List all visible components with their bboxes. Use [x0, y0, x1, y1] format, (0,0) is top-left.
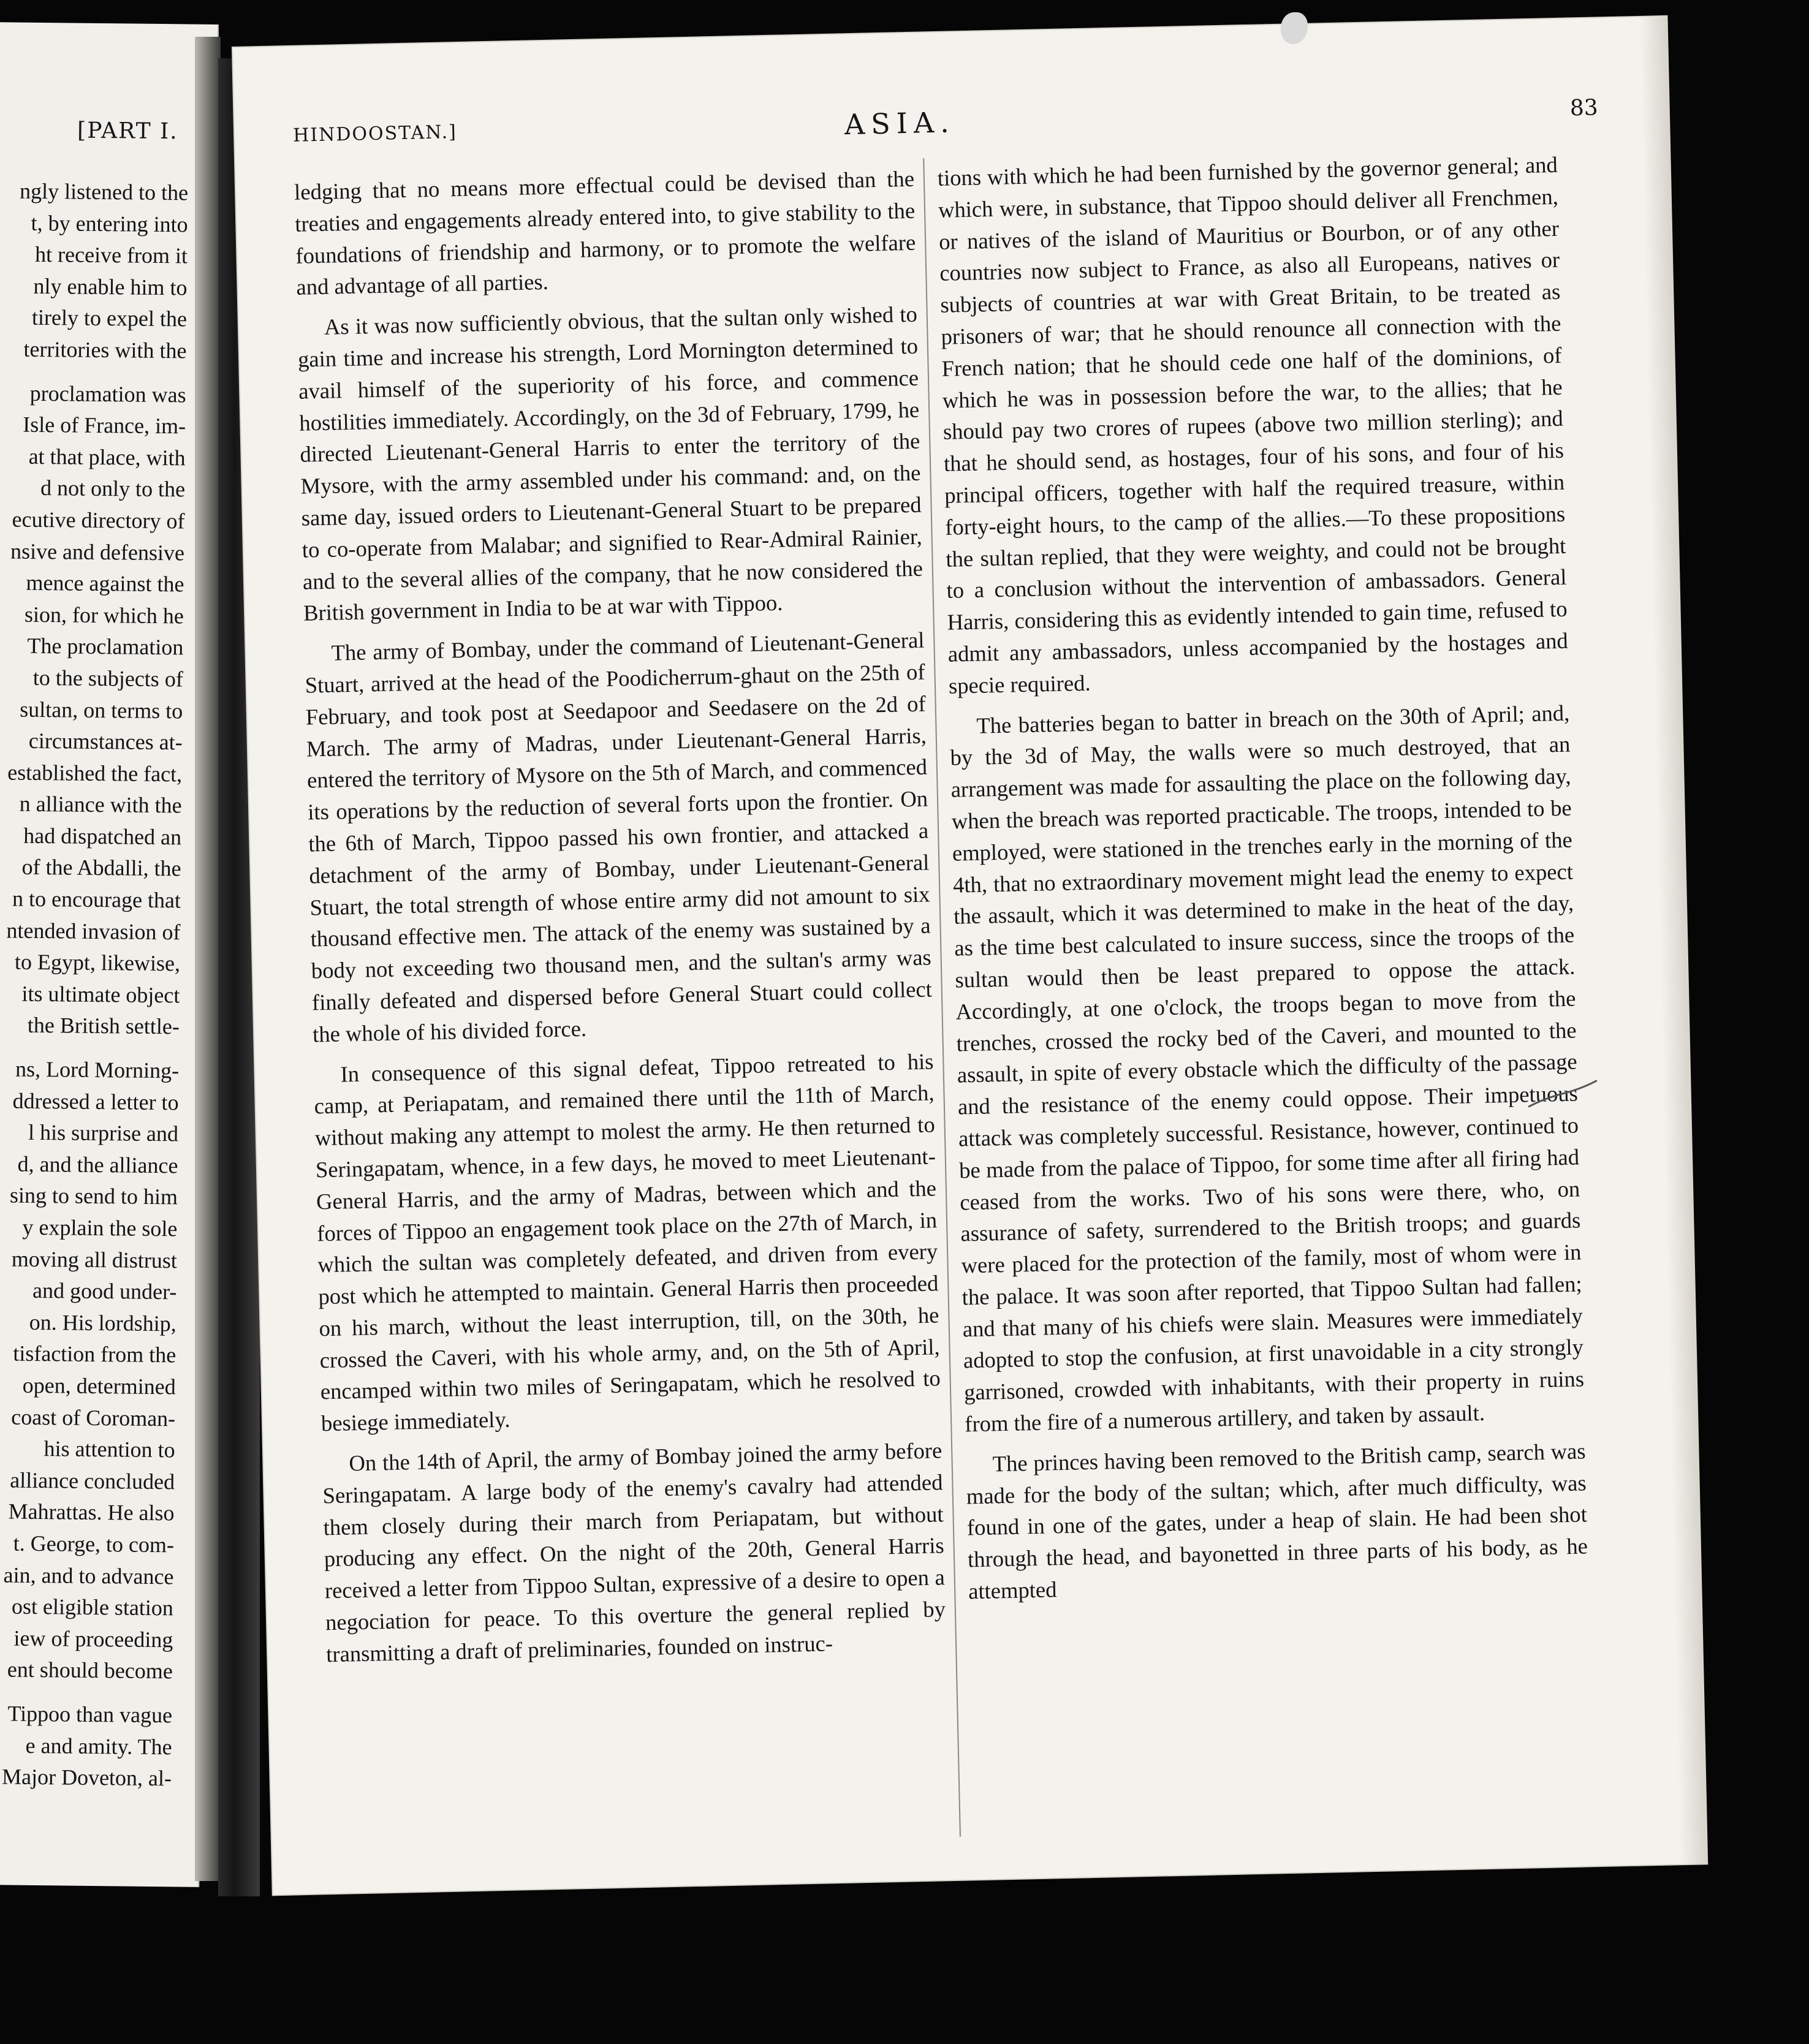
page-number: 83: [1569, 95, 1599, 121]
left-page-line: ngly listened to the: [19, 178, 189, 205]
left-page-line: ecutive directory of: [12, 507, 185, 534]
left-page-line: e and amity. The: [25, 1733, 172, 1759]
left-page-line: nsive and defensive: [10, 539, 185, 565]
running-head: [293, 91, 1599, 156]
left-page-line: circumstances at-: [28, 728, 183, 755]
left-page-line: on. His lordship,: [29, 1309, 177, 1336]
running-head-section: HINDOOSTAN.]: [292, 121, 458, 146]
text-column-right: [937, 149, 1589, 1616]
left-page-line: sion, for which he: [24, 602, 184, 629]
left-page-line: nly enable him to: [33, 273, 188, 300]
left-page-line: sultan, on terms to: [20, 697, 183, 723]
paragraph: The princes having been removed to the British camp, search was made for the body of the sultan; which, after much difficulty, was found in one of the gates, under a heap of slain. He had been shot through the head, and bayonetted in three parts of his body, as he attempted: [966, 1438, 1588, 1604]
left-page-line: Major Doveton, al-: [1, 1764, 172, 1791]
left-page-line: mence against the: [26, 570, 184, 597]
left-page-line: established the fact,: [7, 760, 183, 787]
left-page-line: territories with the: [23, 336, 187, 363]
left-page-header: [PART I.: [77, 118, 178, 145]
left-page-line: the British settle-: [27, 1013, 180, 1039]
left-page-line: ntended invasion of: [6, 918, 181, 945]
left-page-line: t, by entering into: [31, 210, 188, 237]
right-page: [233, 17, 1707, 1894]
left-page-line: tirely to expel the: [31, 305, 188, 331]
left-page-line: and good under-: [32, 1278, 177, 1304]
left-page-line: t. George, to com-: [13, 1531, 175, 1558]
left-page-line: n alliance with the: [19, 791, 182, 818]
left-page-line: Isle of France, im-: [23, 412, 186, 439]
left-page-line: d, and the alliance: [17, 1151, 178, 1178]
paragraph: tions with which he had been furnished by the governor general; and which were, in substance, that Tippoo should deliver all Frenchmen, or natives of the island of Mauritius or Bourbon, or of any other countries now subject to France, as also all Europeans, natives or subjects of countries at war with Great Britain, to be treated as prisoners of war; that he should renounce all connection with the French nation; that he should cede one half of the dominions, of which he was in possession before the war, to the allies; that he should pay two crores of rupees (above two million sterling); and that he should send, as hostages, four of his sons, and four of his principal officers, together with half the required treasure, within forty-eight hours, to the camp of the allies.—To these propositions the sultan replied, that they were weighty, and could not be brought to a conclusion without the intervention of ambassadors. General Harris, considering this as evidently intended to gain time, refused to admit any ambassadors, unless accompanied by the hostages and specie required.: [937, 151, 1569, 698]
left-page-line: his attention to: [44, 1436, 175, 1463]
left-page-line: ost eligible station: [11, 1594, 174, 1621]
paragraph: On the 14th of April, the army of Bombay joined the army before Seringapatam. A large body of the enemy's cavalry had attended them closely during their march from Periapatam, but without producing any effect. On the night of the 20th, General Harris received a letter from Tippoo Sultan, expressive of a desire to open a negociation for peace. To this overture the general replied by transmitting a draft of preliminaries, founded on instruc-: [322, 1437, 946, 1667]
left-page-line: alliance concluded: [10, 1467, 175, 1494]
paragraph: The army of Bombay, under the command of Lieutenant-General Stuart, arrived at the head of the Poodicherrum-ghaut on the 25th of February, and took post at Seedapoor and Seedasere on the 2d of March. The army of Madras, under Lieutenant-General Harris, entered the territory of Mysore on the 5th of March, and commenced its operations by the reduction of several forts upon the frontier. On the 6th of March, Tippoo passed his own frontier, and attacked a detachment of the army of Bombay, under Lieutenant-General Stuart, the total strength of whose entire army did not amount to six thousand effective men. The attack of the enemy was sustained by a body not exceeding two thousand men, and the sultan's army was finally defeated and dispersed before General Stuart could collect the whole of his divided force.: [305, 627, 933, 1047]
left-page: [0, 22, 219, 1887]
left-page-line: ns, Lord Morning-: [15, 1056, 180, 1083]
left-page-line: ht receive from it: [34, 242, 188, 268]
left-page-line: ent should become: [7, 1657, 173, 1684]
left-page-line: had dispatched an: [23, 823, 182, 850]
left-page-line: its ultimate object: [21, 981, 180, 1008]
left-page-line: ain, and to advance: [3, 1562, 174, 1589]
left-page-line: ddressed a letter to: [12, 1088, 179, 1115]
left-page-line: y explain the sole: [22, 1214, 178, 1241]
paragraph: As it was now sufficiently obvious, that the sultan only wished to gain time and increase his strength, Lord Mornington determined to avail himself of the superiority of his force, and commence hostilities immediately. Accordingly, on the 3d of February, 1799, he directed Lieutenant-General Harris to enter the territory of the Mysore, with the army assembled under his command: and, on the same day, issued orders to Lieutenant-General Stuart to be prepared to co-operate from Malabar; and signified to Rear-Admiral Rainier, and to the several allies of the company, that he now considered the British government in India to be at war with Tippoo.: [297, 301, 923, 626]
paragraph: In consequence of this signal defeat, Tippoo retreated to his camp, at Periapatam, and remained there until the 11th of March, without making any attempt to molest the army. He then returned to Seringapatam, whence, in a few days, he moved to meet Lieutenant-General Harris, and the army of Madras, between which and the forces of Tippoo an engagement took place on the 27th of March, in which the sultan was completely defeated, and driven from every post which he attempted to maintain. General Harris then proceeded on his march, without the least interruption, till, on the 30th, he crossed the Caveri, with his whole army, and, on the 5th of April, encamped within two miles of Seringapatam, which he resolved to besiege immediately.: [314, 1048, 941, 1436]
left-page-line: Mahrattas. He also: [8, 1499, 175, 1526]
left-page-gutter: [195, 37, 221, 1881]
left-page-line: moving all distrust: [11, 1246, 178, 1273]
left-page-text: [0, 175, 188, 1795]
text-column-left: [294, 163, 947, 1679]
left-page-line: d not only to the: [40, 475, 186, 502]
left-page-line: proclamation was: [29, 380, 186, 407]
page-edge-shadow: [1639, 17, 1707, 1864]
left-page-line: l his surprise and: [28, 1120, 179, 1146]
left-page-line: to Egypt, likewise,: [14, 949, 181, 976]
left-page-line: at that place, with: [28, 444, 186, 471]
running-head-title: ASIA.: [844, 105, 956, 142]
left-page-line: sing to send to him: [9, 1183, 178, 1209]
left-page-line: coast of Coroman-: [11, 1404, 176, 1431]
left-page-line: Tippoo than vague: [7, 1701, 173, 1728]
paragraph: ledging that no means more effectual could be devised than the treaties and engagements already entered into, to give stability to the foundations of friendship and harmony, or to promote the welfare and advantage of all parties.: [294, 165, 916, 300]
left-page-line: n to encourage that: [12, 886, 181, 913]
left-page-line: of the Abdalli, the: [21, 855, 181, 881]
left-page-line: open, determined: [22, 1372, 176, 1399]
left-page-line: tisfaction from the: [13, 1341, 176, 1368]
left-page-line: iew of proceeding: [13, 1626, 173, 1652]
left-page-line: to the subjects of: [32, 665, 184, 692]
paragraph: The batteries began to batter in breach on the 30th of April; and, by the 3d of May, the walls were so much destroyed, that an arrangement was made for assaulting the place on the following day, when the breach was reported practicable. The troops, intended to be employed, were stationed in the trenches early in the morning of the 4th, that no extraordinary movement might lead the enemy to expect the assault, which it was determined to make in the heat of the day, as the time best calculated to insure success, since the troops of the sultan would then be least prepared to oppose the attack. Accordingly, at one o'clock, the troops began to move from the trenches, crossed the rocky bed of the Caveri, and mounted to the assault, in spite of every obstacle which the difficulty of the passage and the resistance of the enemy could oppose. Their impetuous attack was completely successful. Resistance, however, continued to be made from the palace of Tippoo, for some time after all firing had ceased from the works. Two of his sons were there, who, on assurance of safety, surrendered to the British troops; and guards were placed for the protection of the family, most of whom were in the palace. It was soon after reported, that Tippoo Sultan had fallen; and that many of his chiefs were slain. Measures were immediately adopted to stop the confusion, at first unavoidable in a city strongly garrisoned, crowded with inhabitants, with their property in ruins from the fire of a numerous artillery, and taken by assault.: [950, 700, 1585, 1437]
left-page-line: The proclamation: [27, 634, 184, 660]
